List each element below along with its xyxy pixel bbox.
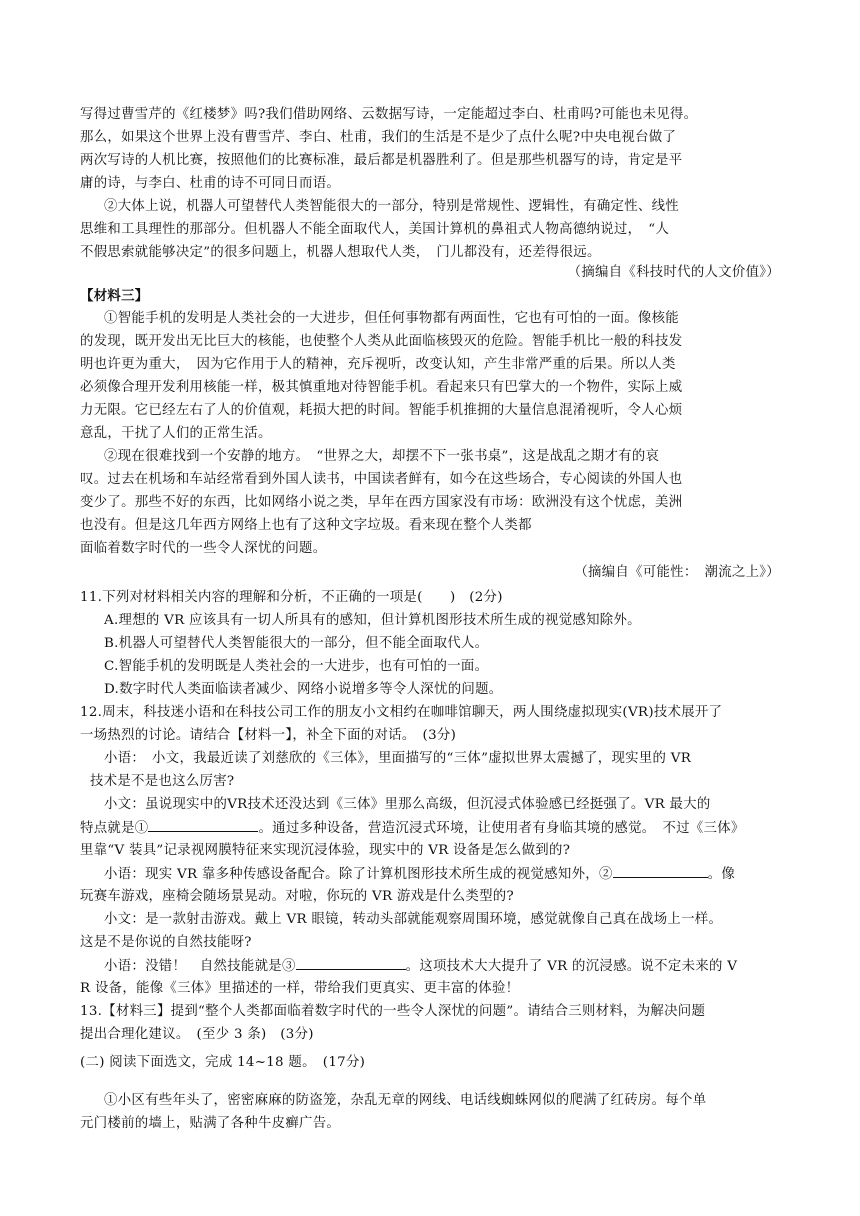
text-line: 必须像合理开发利用核能一样，极其慎重地对待智能手机。看起来只有巴掌大的一个物件，实际上威 <box>80 380 683 395</box>
material-heading: 【材料三】 <box>80 288 149 304</box>
dialogue-line: R 设备，能像《三体》里描述的一样，带给我们更真实、更丰富的体验！ <box>80 981 520 996</box>
dialogue-text: 小语：现实 VR 靠多种传感设备配合。除了计算机图形技术所生成的视觉感知外，② <box>104 867 613 882</box>
text-line: ②现在很难找到一个安静的地方。 “世界之大，却摆不下一张书桌”，这是战乱之期才有的哀 <box>104 449 660 464</box>
text-line: 思维和工具理性的那部分。但机器人不能全面取代人，美国计算机的鼻祖式人物高德纳说过， “人 <box>80 222 670 237</box>
text-line: 变少了。那些不好的东西，比如网络小说之类，早年在西方国家没有市场：欧洲没有这个忧虑，美洲 <box>80 495 683 510</box>
option-a[interactable]: A.理想的 VR 应该具有一切人所具有的感知，但计算机图形技术所生成的视觉感知除外。 <box>104 613 641 628</box>
question-12-stem: 一场热烈的讨论。请结合【材料一】，补全下面的对话。 (3分) <box>80 728 457 743</box>
text-line: 力无限。它已经左右了人的价值观，耗损大把的时间。智能手机推拥的大量信息混淆视听，令人心烦 <box>80 403 683 418</box>
text-line: 元门楼前的墙上，贴满了各种牛皮癣广告。 <box>80 1116 341 1131</box>
text-line: 面临着数字时代的一些令人深忧的问题。 <box>80 541 327 556</box>
section-heading: (二) 阅读下面选文，完成 14~18 题。 (17分) <box>80 1055 366 1070</box>
dialogue-line: 小文：虽说现实中的VR技术还没达到《三体》里那么高级，但沉浸式体验感已经挺强了。VR 最大的 <box>104 797 711 812</box>
answer-blank-2[interactable] <box>613 863 708 878</box>
text-line: ②大体上说，机器人可望替代人类智能很大的一部分，特别是常规性、逻辑性，有确定性、线性 <box>104 199 680 214</box>
dialogue-line: 小语： 小文，我最近读了刘慈欣的《三体》，里面描写的“三体”虚拟世界太震撼了，现实里的 VR <box>104 751 692 766</box>
source-note: （摘编自《科技时代的人文价值》） <box>567 265 780 280</box>
dialogue-text: 。像 <box>707 867 736 882</box>
text-line: 两次写诗的人机比赛，按照他们的比赛标准，最后都是机器胜利了。但是那些机器写的诗，肯定是平 <box>80 153 683 168</box>
dialogue-line: 里靠“V 装具”记录视网膜特征来实现沉浸体验，现实中的 VR 设备是怎么做到的? <box>80 843 571 858</box>
text-line: 也没有。但是这几年西方网络上也有了这种文字垃圾。看来现在整个人类都 <box>80 518 532 533</box>
question-12-stem: 12.周末，科技迷小语和在科技公司工作的朋友小文相约在咖啡馆聊天，两人围绕虚拟现实(VR)技术展开了 <box>80 705 723 720</box>
text-line: 写得过曹雪芹的《红楼梦》吗?我们借助网络、云数据写诗，一定能超过李白、杜甫吗?可能也未见得。 <box>80 107 698 122</box>
dialogue-text: 。通过多种设备，营造沉浸式环境，让使用者有身临其境的感觉。 不过《三体》 <box>258 821 745 836</box>
question-13-stem: 提出合理化建议。 (至少 3 条) (3分) <box>80 1027 314 1042</box>
text-line: ①小区有些年头了，密密麻麻的防盗笼，杂乱无章的网线、电话线蜘蛛网似的爬满了红砖房。每个单 <box>104 1093 707 1108</box>
text-line: 明也许更为重大， 因为它作用于人的精神，充斥视听，改变认知，产生非常严重的后果。所以人类 <box>80 357 676 372</box>
dialogue-line: 玩赛车游戏，座椅会随场景晃动。对啦，你玩的 VR 游戏是什么类型的? <box>80 889 514 904</box>
dialogue-line <box>80 817 780 840</box>
dialogue-line: 技术是不是也这么厉害? <box>90 774 235 789</box>
text-line: 的发现，既开发出无比巨大的核能，也使整个人类从此面临核毁灭的危险。智能手机比一般的科技发 <box>80 334 683 349</box>
text-line: 庸的诗，与李白、杜甫的诗不可同日而语。 <box>80 176 341 191</box>
dialogue-line: 小文：是一款射击游戏。戴上 VR 眼镜，转动头部就能观察周围环境，感觉就像自己真在战场上一样。 <box>104 912 723 927</box>
answer-blank-3[interactable] <box>296 955 406 970</box>
text-line: 不假思索就能够决定”的很多问题上，机器人想取代人类， 门儿都没有，还差得很远。 <box>80 245 601 260</box>
dialogue-text: 。这项技术大大提升了 VR 的沉浸感。说不定未来的 V <box>405 959 738 974</box>
question-13-stem: 13.【材料三】提到“整个人类都面临着数字时代的一些令人深忧的问题”。请结合三则材料，为解决问题 <box>80 1004 706 1019</box>
dialogue-line <box>104 863 780 886</box>
source-note: （摘编自《可能性： 潮流之上》） <box>574 565 780 580</box>
question-11-stem: 11.下列对材料相关内容的理解和分析，不正确的一项是( ) (2分) <box>80 590 503 605</box>
dialogue-text: 特点就是① <box>80 821 149 836</box>
answer-blank-1[interactable] <box>148 817 258 832</box>
option-d[interactable]: D.数字时代人类面临读者减少、网络小说增多等令人深忧的问题。 <box>104 682 503 697</box>
text-line: 叹。过去在机场和车站经常看到外国人读书，中国读者鲜有，如今在这些场合，专心阅读的外国人也 <box>80 472 683 487</box>
option-c[interactable]: C.智能手机的发明既是人类社会的一大进步，也有可怕的一面。 <box>104 659 489 674</box>
text-line: ①智能手机的发明是人类社会的一大进步，但任何事物都有两面性，它也有可怕的一面。像核能 <box>104 311 680 326</box>
dialogue-text: 小语：没错！ 自然技能就是③ <box>104 959 296 974</box>
dialogue-line: 这是不是你说的自然技能呀? <box>80 935 252 950</box>
text-line: 那么，如果这个世界上没有曹雪芹、李白、杜甫，我们的生活是不是少了点什么呢?中央电视台做了 <box>80 130 677 145</box>
option-b[interactable]: B.机器人可望替代人类智能很大的一部分，但不能全面取代人。 <box>104 636 489 651</box>
text-line: 意乱，干扰了人们的正常生活。 <box>80 426 272 441</box>
dialogue-line <box>104 955 780 978</box>
